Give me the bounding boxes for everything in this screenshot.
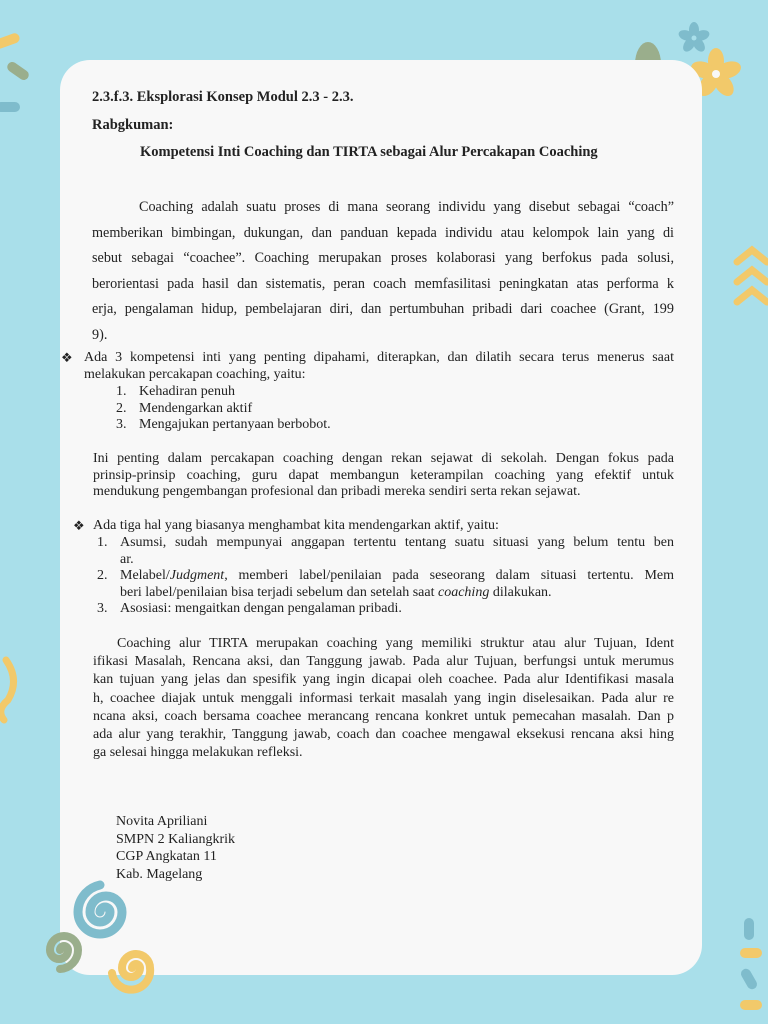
list-text-italic: Judgment — [169, 568, 225, 583]
list-number: 1. — [116, 384, 127, 399]
diamond-bullet-icon: ❖ — [73, 518, 85, 533]
paragraph-line: Ini penting dalam percakapan coaching dengan rekan sejawat di sekolah. Dengan fokus pada — [93, 451, 674, 466]
listening-barrier-bullet: Ada tiga hal yang biasanya menghambat kita mendengarkan aktif, yaitu: — [93, 518, 499, 533]
paragraph-line: erja, pengalaman hidup, pembelajaran diri, dan pertumbuhan pribadi dari coachee (Grant, 199 — [92, 301, 674, 317]
chevron-decoration — [737, 250, 767, 262]
spiral-yellow — [112, 954, 150, 990]
chevron-decoration — [737, 290, 767, 302]
document-title: Kompetensi Inti Coaching dan TIRTA sebagai Alur Percakapan Coaching — [140, 144, 598, 160]
tirta-paragraph — [93, 635, 674, 762]
author-region: Kab. Magelang — [116, 866, 203, 882]
paragraph-line: berorientasi pada hasil dan sistematis, peran coach memfasilitasi peningkatan atas performa k — [92, 275, 674, 292]
list-text-italic: coaching — [438, 584, 490, 600]
paragraph-line: kan tujuan yang jelas dan spesifik yang ingin dicapai oleh coachee. Pada alur Identifikasi masala — [93, 672, 674, 688]
paragraph-line: Coaching adalah suatu proses di mana seorang individu yang disebut sebagai “coach” — [139, 199, 674, 215]
list-item — [116, 401, 516, 418]
paragraph-line: ada alur yang terakhir, Tanggung jawab, coach dan coachee mengawal eksekusi rencana aksi hing — [93, 727, 674, 743]
dash-decoration — [739, 967, 759, 991]
paragraph-line: memberikan bimbingan, dukungan, dan panduan kepada individu atau kelompok lain yang di — [92, 224, 674, 241]
competency-bullet — [84, 350, 674, 383]
list-text: Mengajukan pertanyaan berbobot. — [139, 417, 331, 432]
spiral-blue — [78, 885, 122, 934]
section-number: 2.3.f.3. Eksplorasi Konsep Modul 2.3 - 2.3. — [92, 89, 354, 105]
spiral-decorations — [20, 880, 180, 1010]
spiral-sage — [50, 936, 78, 969]
list-text-part: , memberi label/penilaian pada seseorang dalam situasi tertentu. Mem — [224, 568, 674, 583]
paragraph-line: mendukung pengembangan profesional dan pribadi mereka sendiri serta rekan sejawat. — [93, 484, 581, 499]
flower-decoration-blue — [677, 22, 711, 54]
list-text: Asumsi, sudah mempunyai anggapan tertentu tentang suatu situasi yang belum tentu ben — [120, 535, 674, 550]
dash-decoration — [0, 32, 21, 50]
list-item — [116, 384, 516, 401]
list-text-part: beri label/penilaian bisa terjadi sebelum dan setelah saat — [120, 584, 438, 600]
list-text — [97, 568, 674, 585]
list-text: Kehadiran penuh — [139, 384, 236, 399]
competency-list — [116, 384, 516, 434]
list-item — [97, 568, 674, 601]
barrier-list — [97, 535, 674, 618]
list-item — [97, 601, 674, 618]
importance-paragraph — [93, 451, 674, 501]
list-item — [97, 535, 674, 568]
list-item — [116, 417, 516, 434]
author-school: SMPN 2 Kaliangkrik — [116, 831, 235, 847]
list-text-part: Melabel/ — [120, 568, 170, 583]
list-text-part: dilakukan. — [489, 584, 552, 600]
list-text — [97, 585, 674, 602]
author-cohort: CGP Angkatan 11 — [116, 849, 217, 864]
intro-paragraph — [92, 195, 674, 348]
dash-decoration — [744, 918, 754, 940]
list-number: 2. — [97, 568, 108, 583]
signature-block — [116, 813, 235, 883]
list-number: 3. — [97, 601, 108, 616]
paragraph-line: 9). — [92, 326, 108, 343]
bullet-line: Ada 3 kompetensi inti yang penting dipahami, diterapkan, dan dilatih secara terus menerus saat — [84, 350, 674, 365]
chevron-decoration — [737, 270, 767, 282]
author-name: Novita Apriliani — [116, 814, 208, 829]
dash-decoration — [740, 1000, 762, 1010]
list-text: Asosiasi: mengaitkan dengan pengalaman pribadi. — [120, 601, 402, 616]
dash-decoration — [740, 948, 762, 958]
paragraph-line: ga selesai hingga melakukan refleksi. — [93, 745, 303, 761]
list-text: ar. — [120, 551, 134, 567]
dash-decoration — [0, 102, 20, 112]
squiggle-decoration — [1, 660, 14, 720]
list-number: 1. — [97, 535, 108, 550]
paragraph-line: ncana aksi, coach bersama coachee merancang rencana konkret untuk pemecahan masalah. Dan p — [93, 708, 674, 724]
paragraph-line: prinsip-prinsip coaching, guru dapat membangun keterampilan coaching yang efektif untuk — [93, 467, 674, 483]
bullet-line: melakukan percakapan coaching, yaitu: — [84, 366, 306, 382]
list-number: 2. — [116, 400, 127, 416]
paragraph-line: ifikasi Masalah, Rencana aksi, dan Tanggung jawab. Pada alur Tujuan, berfungsi untuk merumus — [93, 654, 674, 670]
paragraph-line: Coaching alur TIRTA merupakan coaching yang memiliki struktur atau alur Tujuan, Ident — [117, 636, 674, 651]
diamond-bullet-icon: ❖ — [61, 350, 73, 365]
paragraph-line: h, coachee diajak untuk menggali informasi terkait masalah yang ingin diselesaikan. Pada alur re — [93, 690, 674, 706]
list-number: 3. — [116, 417, 127, 432]
paragraph-line: sebut sebagai “coachee”. Coaching merupakan proses kolaborasi yang berfokus pada solusi, — [92, 250, 674, 266]
summary-label: Rabgkuman: — [92, 117, 174, 133]
list-text: Mendengarkan aktif — [139, 400, 253, 416]
dash-decoration — [5, 60, 30, 82]
